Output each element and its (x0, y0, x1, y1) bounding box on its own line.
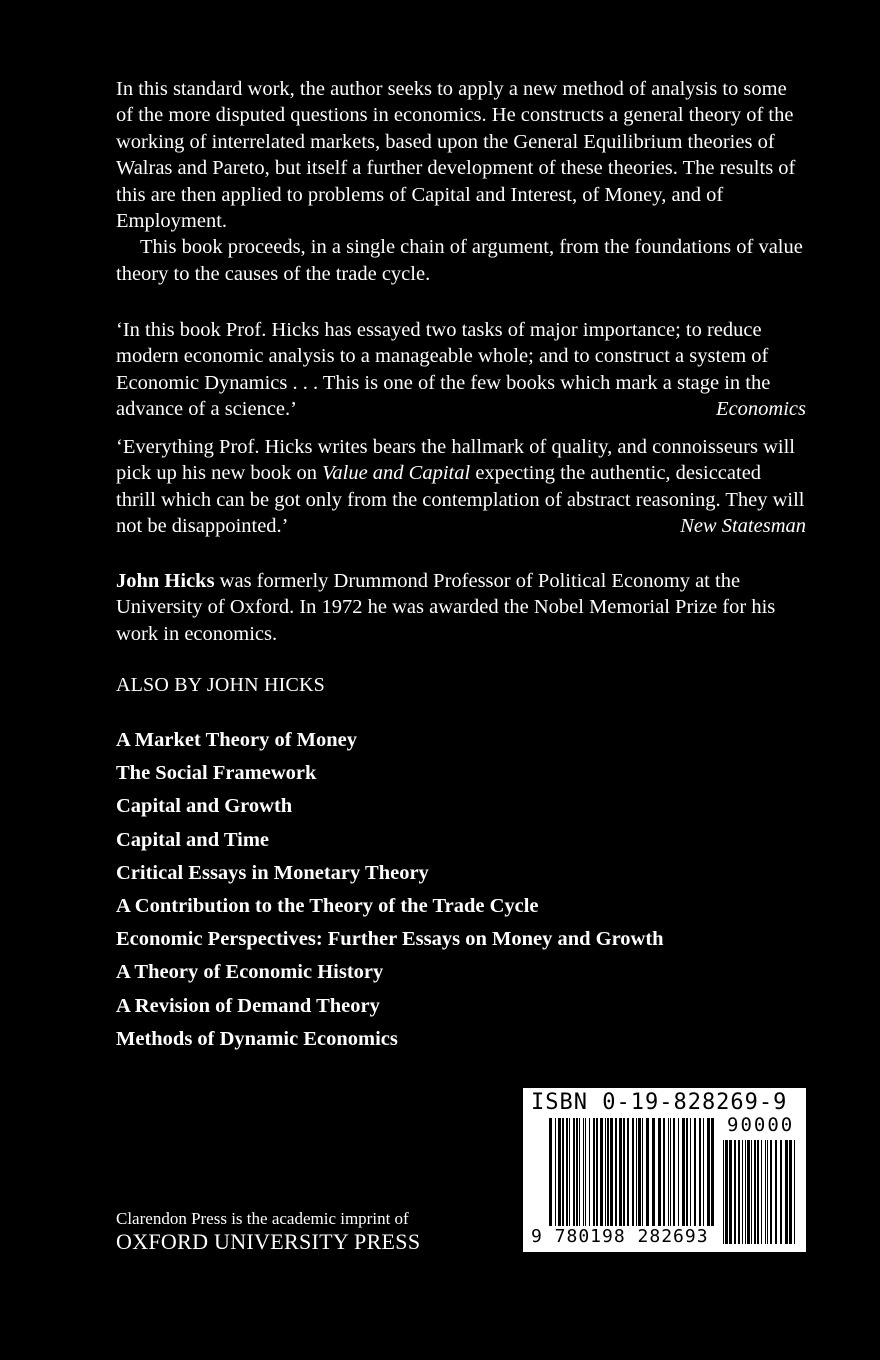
isbn-barcode (523, 1088, 806, 1252)
barcode-bar (583, 1118, 584, 1226)
review-quote: ‘In this book Prof. Hicks has essayed two tasks of major importance; to reduce modern economic analysis to a manageable whole; and to construct a system of Economic Dynamics . . . This is one of the few books which mark a stage in the advance of a science.’ (116, 319, 771, 421)
barcode-bar (703, 1118, 704, 1226)
barcode-bar (785, 1140, 788, 1244)
book-title: Methods of Dynamic Economics (116, 1027, 398, 1050)
barcode-bar (789, 1140, 792, 1244)
barcode-bar (723, 1140, 724, 1244)
barcode-bar (623, 1118, 625, 1226)
barcode-bar (627, 1118, 629, 1226)
ean-digits: 9 780198 282693 (531, 1226, 709, 1247)
barcode-bar (663, 1118, 665, 1226)
barcode-bar (636, 1118, 637, 1226)
review-new-statesman (116, 434, 806, 540)
book-title: A Market Theory of Money (116, 729, 358, 751)
barcode-bar (765, 1140, 766, 1244)
also-by-list (116, 726, 816, 1058)
barcode-bar (725, 1140, 728, 1244)
barcode-bar (678, 1118, 679, 1226)
barcode-bar (619, 1118, 622, 1226)
book-title: Economic Perspectives: Further Essays on Money and Growth (116, 928, 664, 951)
barcode-bar (562, 1118, 564, 1226)
barcode-bar (558, 1118, 561, 1226)
barcode-bar (711, 1118, 714, 1226)
barcode-bar (549, 1118, 552, 1226)
barcode-bar (652, 1118, 655, 1226)
barcode-bar (673, 1118, 675, 1226)
book-title: A Theory of Economic History (116, 961, 384, 984)
barcode-bar (579, 1118, 580, 1226)
barcode-bar (780, 1140, 782, 1244)
barcode-bar (576, 1118, 578, 1226)
addon-digits: 90000 (727, 1114, 795, 1136)
barcode-bar (770, 1140, 772, 1244)
book-title: Capital and Time (116, 828, 270, 851)
review-quoted-title: Value and Capital (322, 462, 471, 485)
description-paragraph-2: This book proceeds, in a single chain of argument, from the foundations of value theory to the causes of the trade cycle. (116, 236, 803, 285)
author-bio (116, 568, 806, 647)
barcode-bar (745, 1140, 746, 1244)
barcode-bar (638, 1118, 641, 1226)
barcode-bar (757, 1140, 759, 1244)
ean-barcode-bars (549, 1118, 717, 1226)
barcode-bar (682, 1118, 685, 1226)
barcode-bar (610, 1118, 613, 1226)
barcode-bar (694, 1118, 696, 1226)
barcode-bar (605, 1118, 606, 1226)
barcode-bar (632, 1118, 634, 1226)
barcode-bar (707, 1118, 710, 1226)
barcode-bar (670, 1118, 671, 1226)
book-title: The Social Framework (116, 762, 317, 785)
barcode-bar (686, 1118, 688, 1226)
barcode-bar (690, 1118, 691, 1226)
book-title: Critical Essays in Monetary Theory (116, 861, 429, 884)
review-source: New Statesman (680, 515, 806, 538)
barcode-bar (585, 1118, 586, 1226)
barcode-bar (751, 1140, 752, 1244)
barcode-bar (747, 1140, 750, 1244)
review-quote-start: ‘Everything Prof. Hicks writes bears the hallmark of quality, and connoisseurs will pick up his new book on (116, 436, 796, 485)
description-paragraph-1: In this standard work, the author seeks to apply a new method of analysis to some of the more disputed questions in economics. He constructs a general theory of the working of interrelated markets, based upon the General Equilibrium theories of Walras and Pareto, but itself a further development of these theories. The results of this are then applied to problems of Capital and Interest, of Money, and of Employment. (116, 78, 796, 233)
book-title: Capital and Growth (116, 795, 293, 818)
author-name: John Hicks (116, 570, 215, 592)
barcode-bar (754, 1140, 756, 1244)
barcode-bar (615, 1118, 617, 1226)
book-title: A Revision of Demand Theory (116, 994, 380, 1017)
barcode-bar (607, 1118, 609, 1226)
review-economics (116, 317, 806, 423)
barcode-bar (589, 1118, 590, 1226)
book-title: A Contribution to the Theory of the Trade Cycle (116, 894, 539, 917)
barcode-bar (775, 1140, 777, 1244)
barcode-bar (566, 1118, 568, 1226)
barcode-bar (596, 1118, 598, 1226)
barcode-bar (600, 1118, 603, 1226)
review-quote-end: expecting the authentic, desiccated thrill which can be got only from the contemplation of abstract reasoning. They will not be disappointed.’ (116, 462, 805, 538)
addon-barcode-bars (723, 1140, 797, 1244)
imprint-line: Clarendon Press is the academic imprint of (116, 1209, 409, 1228)
publisher-name: OXFORD UNIVERSITY PRESS (116, 1229, 421, 1254)
barcode-bar (699, 1118, 701, 1226)
barcode-bar (646, 1118, 649, 1226)
also-by-heading: ALSO BY JOHN HICKS (116, 674, 325, 696)
barcode-bar (729, 1140, 732, 1244)
barcode-bar (794, 1140, 795, 1244)
barcode-bar (569, 1118, 570, 1226)
barcode-bar (767, 1140, 768, 1244)
author-bio-text: was formerly Drummond Professor of Political Economy at the University of Oxford. In 1972 he was awarded the Nobel Memorial Prize for his work in economics. (116, 570, 776, 645)
barcode-bar (734, 1140, 736, 1244)
barcode-bar (573, 1118, 575, 1226)
review-source: Economics (716, 398, 806, 421)
barcode-bar (761, 1140, 762, 1244)
barcode-bar (738, 1140, 740, 1244)
barcode-bar (658, 1118, 661, 1226)
book-description (116, 76, 806, 287)
barcode-bar (742, 1140, 743, 1244)
barcode-bar (642, 1118, 643, 1226)
barcode-bar (593, 1118, 595, 1226)
barcode-bar (668, 1118, 669, 1226)
barcode-bar (555, 1118, 556, 1226)
isbn-label: ISBN 0-19-828269-9 (531, 1090, 788, 1115)
